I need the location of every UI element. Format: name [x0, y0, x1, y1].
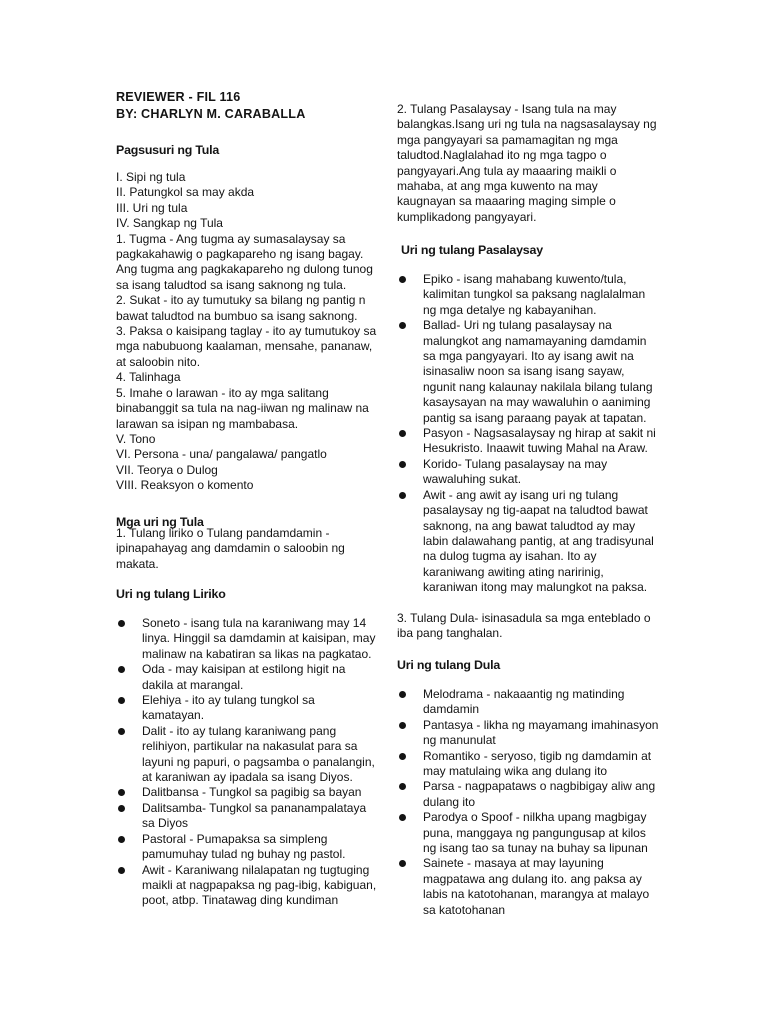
pagsusuri-line: III. Uri ng tula: [116, 200, 188, 215]
pagsusuri-line: 2. Sukat - ito ay tumutuky sa bilang ng pantig n bawat taludtod na bumbuo sa isang saknong.: [116, 293, 366, 323]
list-item: Elehiya - ito ay tulang tungkol sa kamatayan.: [116, 693, 378, 724]
list-item: Pastoral - Pumapaksa sa simpleng pamumuhay tulad ng buhay ng pastol.: [116, 832, 378, 863]
pasalaysay-list: [397, 272, 659, 596]
dula-list: [397, 687, 659, 918]
list-item: Melodrama - nakaaantig ng matinding damdamin: [397, 687, 659, 718]
pagsusuri-line: VII. Teorya o Dulog: [116, 462, 218, 477]
list-item: Dalit - ito ay tulang karaniwang pang relihiyon, partikular na nakasulat para sa layuni ng papuri, o pagsamba o panalangin, at karaniwan ay ipadala sa isang Diyos.: [116, 724, 378, 786]
pasalaysay-intro: 2. Tulang Pasalaysay - Isang tula na may balangkas.Isang uri ng tula na nagsasalaysay ng mga pangyayari sa pamamagitan ng mga taludtod.Naglalahad ito ng mga tagpo o pangyayari.Ang tula ay maaaring maikli o mahaba, at ang mga kuwento na may kaugnayan sa maaaring maging simple o kumplikadong pangyayari.: [397, 102, 657, 224]
list-item: Awit - Karaniwang nilalapatan ng tugtuging maikli at nagpapaksa ng pag-ibig, kabiguan, poot, atbp. Tinatawag ding kundiman: [116, 863, 378, 909]
pagsusuri-heading: Pagsusuri ng Tula: [116, 143, 220, 157]
list-item: Dalitsamba- Tungkol sa pananampalataya sa Diyos: [116, 801, 378, 832]
dula-heading: Uri ng tulang Dula: [397, 658, 501, 672]
pagsusuri-line: VI. Persona - una/ pangalawa/ pangatlo: [116, 447, 327, 462]
list-item: Soneto - isang tula na karaniwang may 14 linya. Hinggil sa damdamin at kaisipan, may malinaw na kabatiran sa likas na pagkatao.: [116, 616, 378, 662]
document-title: REVIEWER - FIL 116: [116, 90, 241, 104]
list-item: Pasyon - Nagsasalaysay ng hirap at sakit ni Hesukristo. Inaawit tuwing Mahal na Araw.: [397, 426, 659, 457]
pagsusuri-line: I. Sipi ng tula: [116, 170, 186, 184]
mga-uri-text: 1. Tulang liriko o Tulang pandamdamin - ipinapahayag ang damdamin o saloobin ng makata.: [116, 526, 345, 571]
list-item: Epiko - isang mahabang kuwento/tula, kalimitan tungkol sa paksang naglalalman ng mga detalye ng kabayanihan.: [397, 272, 659, 318]
list-item: Parsa - nagpapataws o nagbibigay aliw ang dulang ito: [397, 779, 659, 810]
list-item: Sainete - masaya at may layuning magpatawa ang dulang ito. ang paksa ay labis na katotohanan, marangya at malayo sa katotohanan: [397, 856, 659, 918]
pagsusuri-line: V. Tono: [116, 431, 156, 446]
pagsusuri-line: VIII. Reaksyon o komento: [116, 478, 254, 493]
list-item: Korido- Tulang pasalaysay na may wawaluhing sukat.: [397, 457, 659, 488]
list-item: Dalitbansa - Tungkol sa pagibig sa bayan: [116, 785, 378, 800]
list-item: Pantasya - likha ng mayamang imahinasyon ng manunulat: [397, 718, 659, 749]
document-author: BY: CHARLYN M. CARABALLA: [116, 107, 306, 121]
list-item: Awit - ang awit ay isang uri ng tulang pasalaysay ng tig-aapat na taludtod bawat saknong, na ang bawat taludtod ay may labin dalawahang pantig, at ang tradisyunal na dulog tugma ay isahan. Ito ay karaniwang awiting ating naririnig, karaniwan itong may malungkot na paksa.: [397, 488, 659, 596]
pagsusuri-line: II. Patungkol sa may akda: [116, 185, 255, 200]
pagsusuri-line: IV. Sangkap ng Tula: [116, 216, 223, 231]
pagsusuri-line: 3. Paksa o kaisipang taglay - ito ay tumutukoy sa mga nabubuong kaalaman, mensahe, pananaw, at saloobin nito.: [116, 324, 377, 369]
pagsusuri-line: 4. Talinhaga: [116, 370, 181, 385]
list-item: Parodya o Spoof - nilkha upang magbigay puna, manggaya ng pangungusap at kilos ng isang tao sa tunay na buhay sa lipunan: [397, 810, 659, 856]
pagsusuri-line: 1. Tugma - Ang tugma ay sumasalaysay sa pagkakahawig o pagkapareho ng isang bagay. Ang tugma ang pagkakapareho ng dulong tunog sa isang taludtod sa isang saknong ng tula.: [116, 231, 373, 292]
list-item: Oda - may kaisipan at estilong higit na dakila at marangal.: [116, 662, 378, 693]
pasalaysay-heading: Uri ng tulang Pasalaysay: [401, 243, 543, 257]
pagsusuri-list: [116, 170, 378, 494]
liriko-heading: Uri ng tulang Liriko: [116, 587, 226, 601]
mga-uri-heading: Mga uri ng Tula: [116, 515, 204, 529]
liriko-list: [116, 616, 378, 909]
list-item: Romantiko - seryoso, tigib ng damdamin at may matulaing wika ang dulang ito: [397, 749, 659, 780]
list-item: Ballad- Uri ng tulang pasalaysay na malungkot ang namamayaning damdamin sa mga pangyayari. Ito ay isang awit na isinasaliw noon sa isang isang sayaw, ngunit nang kalaunay nakilala bilang tulang kasaysayan na may wawaluhin o aaniming pantig sa isang paraang payak at tapatan.: [397, 318, 659, 426]
pagsusuri-line: 5. Imahe o larawan - ito ay mga salitang binabanggit sa tula na nag-iiwan ng malinaw na larawan sa isipan ng mambabasa.: [116, 385, 369, 431]
dula-intro: 3. Tulang Dula- isinasadula sa mga enteblado o iba pang tanghalan.: [397, 611, 651, 641]
